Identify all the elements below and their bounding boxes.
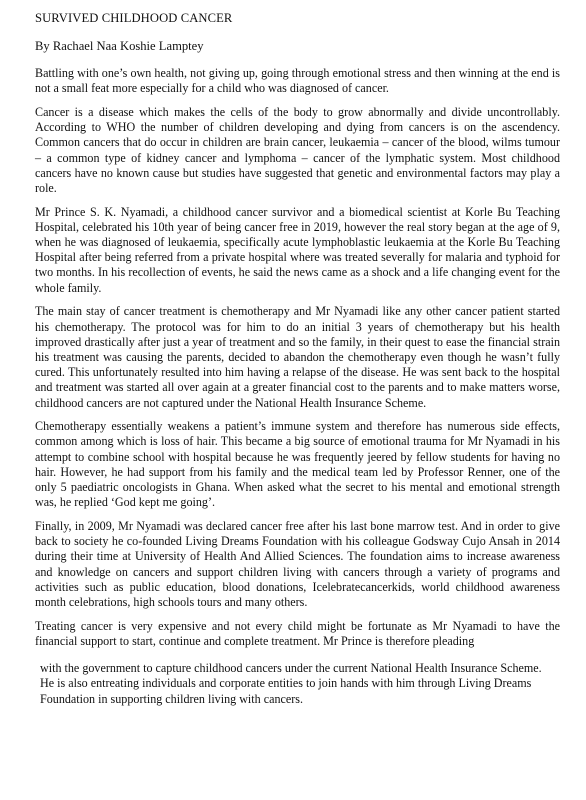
paragraph-prince-story: Mr Prince S. K. Nyamadi, a childhood cancer survivor and a biomedical scientist at Korle Bu Teaching Hospital, celebrated his 10th year of being cancer free in 2019, however the real story began at the age of 9, when he was diagnosed of leukaemia, specifically acute lymphoblastic leukaemia at the Korle Bu Teaching Hospital after being referred from a private hospital where was treated severally for malaria and typhoid for two months. In his recollection of events, he said the news came as a shock and a life changing event for the whole family.	[35, 204, 560, 295]
paragraph-side-effects: Chemotherapy essentially weakens a patient’s immune system and therefore has numerous side effects, common among which is loss of hair. This became a big source of emotional trauma for Mr Nyamadi in his attempt to combine school with hospital because he was frequently jeered by fellow students for having no hair. However, he had support from his family and the medical team led by Professor Renner, one of the only 5 paediatric oncologists in Ghana. When asked what the secret to his mental and emotional strength was, he replied ‘God kept me going’.	[35, 419, 560, 510]
paragraph-cancer-definition: Cancer is a disease which makes the cells of the body to grow abnormally and divide uncontrollably. According to WHO the number of children developing and dying from cancers is on the ascendency. Common cancers that do occur in children are brain cancer, leukaemia – cancer of the blood, wilms tumour – a common type of kidney cancer and lymphoma – cancer of the lymphatic system. Most childhood cancers have no known cause but studies have suggested that genetic and environmental factors may play a role.	[35, 104, 560, 195]
article-title: SURVIVED CHILDHOOD CANCER	[35, 11, 233, 25]
paragraph-treatment-cost: Treating cancer is very expensive and not every child might be fortunate as Mr Nyamadi to have the financial support to start, continue and complete treatment. Mr Prince is therefore pleading	[35, 618, 560, 648]
paragraph-plea-continued: with the government to capture childhood cancers under the current National Health Insurance Scheme. He is also entreating individuals and corporate entities to join hands with him through Living Dreams Foundation in supporting children living with cancers.	[40, 661, 542, 706]
paragraph-intro: Battling with one’s own health, not giving up, going through emotional stress and then winning at the end is not a small feat more especially for a child who was diagnosed of cancer.	[35, 66, 560, 96]
paragraph-chemotherapy: The main stay of cancer treatment is chemotherapy and Mr Nyamadi like any other cancer patient started his chemotherapy. The protocol was for him to do an initial 3 years of chemotherapy but his health improved drastically after just a year of treatment and so the family, in their quest to ease the financial strain his treatment was causing the parents, decided to abandon the chemotherapy even though he wasn’t fully cured. This unfortunately resulted into him having a relapse of the disease. He was sent back to the hospital and treatment was started all over again at a greater financial cost to the parents and to make matters worse, childhood cancers are not captured under the National Health Insurance Scheme.	[35, 304, 560, 410]
paragraph-foundation: Finally, in 2009, Mr Nyamadi was declared cancer free after his last bone marrow test. And in order to give back to society he co-founded Living Dreams Foundation with his colleague Godsway Cujo Ansah in 2014 during their time at University of Health And Allied Sciences. The foundation aims to increase awareness and knowledge on cancers and support children living with cancers through a variety of programs and activities such as public education, blood donations, Icelebratecancerkids, world childhood awareness month celebrations, high schools tours and many others.	[35, 518, 560, 609]
article-byline: By Rachael Naa Koshie Lamptey	[35, 39, 204, 53]
